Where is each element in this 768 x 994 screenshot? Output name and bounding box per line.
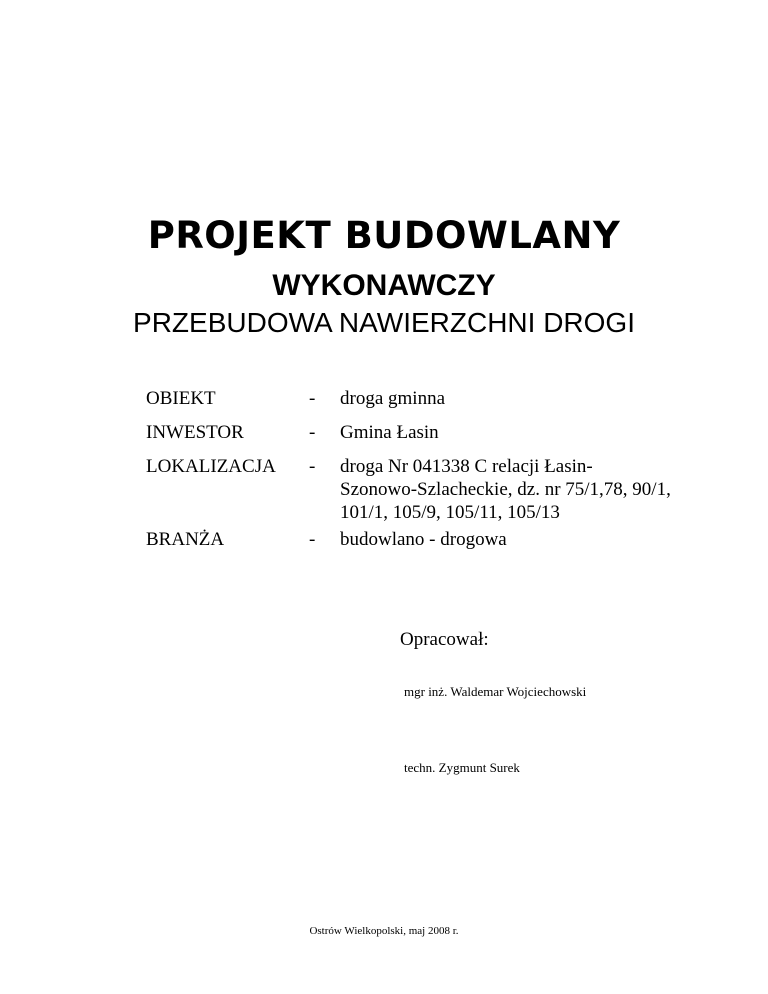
info-value-line: budowlano - drogowa bbox=[340, 529, 507, 550]
info-separator: - bbox=[309, 388, 316, 409]
info-value-line: Gmina Łasin bbox=[340, 422, 439, 443]
authors-heading: Opracował: bbox=[400, 629, 489, 650]
document-subtitle: WYKONAWCZY bbox=[272, 269, 496, 302]
info-label: INWESTOR bbox=[146, 422, 244, 443]
info-label: OBIEKT bbox=[146, 388, 216, 409]
document-description: PRZEBUDOWA NAWIERZCHNI DROGI bbox=[133, 307, 635, 338]
info-value bbox=[340, 455, 680, 524]
info-value-line: 101/1, 105/9, 105/11, 105/13 bbox=[340, 502, 560, 523]
info-value-line: Szonowo-Szlacheckie, dz. nr 75/1,78, 90/1, bbox=[340, 479, 671, 500]
info-value bbox=[340, 387, 680, 410]
info-label: BRANŻA bbox=[146, 529, 225, 550]
info-separator: - bbox=[309, 422, 316, 443]
place-date-footer: Ostrów Wielkopolski, maj 2008 r. bbox=[309, 925, 459, 937]
author-name: techn. Zygmunt Surek bbox=[404, 760, 520, 775]
document-title: PROJEKT BUDOWLANY bbox=[147, 214, 621, 257]
info-separator: - bbox=[309, 456, 316, 477]
info-value bbox=[340, 528, 680, 551]
author-name: mgr inż. Waldemar Wojciechowski bbox=[404, 684, 587, 699]
info-value bbox=[340, 421, 680, 444]
info-separator: - bbox=[309, 529, 316, 550]
info-value-line: droga gminna bbox=[340, 388, 446, 409]
info-value-line: droga Nr 041338 C relacji Łasin- bbox=[340, 456, 593, 477]
info-label: LOKALIZACJA bbox=[146, 456, 276, 477]
